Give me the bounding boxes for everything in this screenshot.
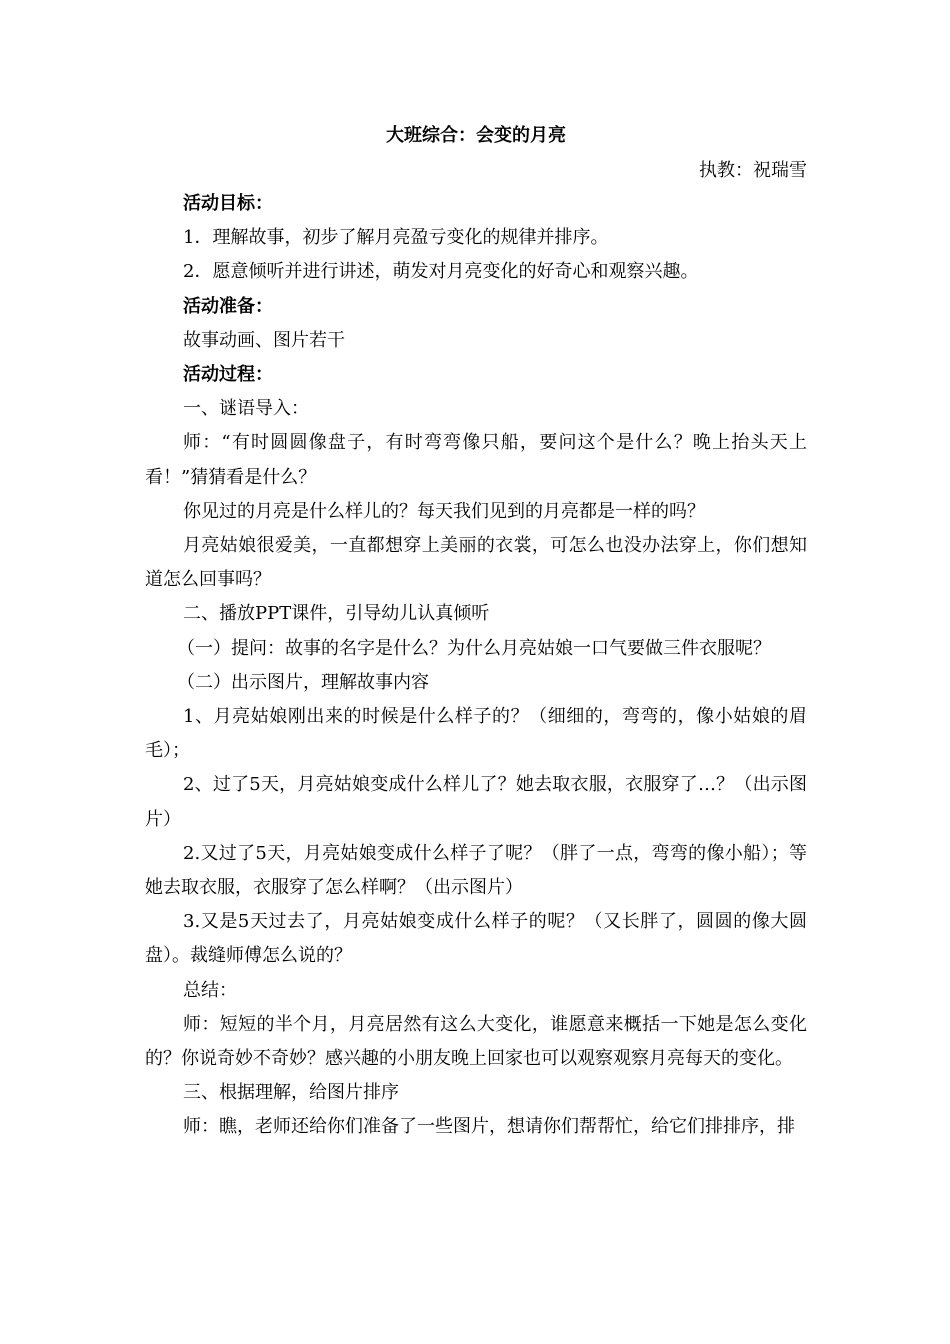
goals-heading: 活动目标： <box>183 193 273 214</box>
process-heading: 活动过程： <box>183 364 273 386</box>
question-2: 2、过了5天，月亮姑娘变成什么样儿了？她去取衣服，衣服穿了…？（出示图片） <box>145 774 807 830</box>
document-title: 大班综合：会变的月亮 <box>386 125 566 146</box>
prep-text: 故事动画、图片若干 <box>183 329 345 351</box>
summary-text: 师：短短的半个月，月亮居然有这么大变化，谁愿意来概括一下她是怎么变化的？你说奇妙不奇妙？感兴趣的小朋友晚上回家也可以观察观察月亮每天的变化。 <box>145 1013 807 1070</box>
paragraph-question: 你见过的月亮是什么样儿的？每天我们见到的月亮都是一样的吗？ <box>183 500 705 522</box>
step-1-heading: 一、谜语导入： <box>183 398 309 420</box>
goal-item-2: 2．愿意倾听并进行讲述，萌发对月亮变化的好奇心和观察兴趣。 <box>183 261 699 283</box>
step-2-heading: 二、播放PPT课件，引导幼儿认真倾听 <box>183 603 490 625</box>
paragraph-last: 师：瞧，老师还给你们准备了一些图片，想请你们帮帮忙，给它们排排序，排 <box>183 1116 795 1138</box>
question-4: 3.又是5天过去了，月亮姑娘变成什么样子的呢？（又长胖了，圆圆的像大圆盘）。裁缝师傅怎么说的？ <box>145 911 807 967</box>
author-line: 执教：祝瑞雪 <box>699 160 807 181</box>
summary-label: 总结： <box>183 979 237 1001</box>
sub-step-2: （二）出示图片，理解故事内容 <box>177 671 429 693</box>
question-1: 1、月亮姑娘刚出来的时候是什么样子的？（细细的，弯弯的，像小姑娘的眉毛）； <box>145 706 807 762</box>
step-3-heading: 三、根据理解，给图片排序 <box>183 1082 399 1104</box>
prep-heading: 活动准备： <box>183 295 273 317</box>
paragraph-riddle: 师：“有时圆圆像盘子，有时弯弯像只船，要问这个是什么？晚上抬头天上看！”猜猜看是什么？ <box>145 432 807 488</box>
question-3: 2.又过了5天，月亮姑娘变成什么样子了呢？（胖了一点，弯弯的像小船）；等她去取衣服，衣服穿了怎么样啊？（出示图片） <box>145 842 807 899</box>
goal-item-1: 1．理解故事，初步了解月亮盈亏变化的规律并排序。 <box>183 227 609 249</box>
paragraph-intro: 月亮姑娘很爱美，一直都想穿上美丽的衣裳，可怎么也没办法穿上，你们想知道怎么回事吗？ <box>145 535 807 591</box>
document-body <box>145 118 807 1145</box>
sub-step-1: （一）提问：故事的名字是什么？为什么月亮姑娘一口气要做三件衣服呢？ <box>177 637 771 659</box>
